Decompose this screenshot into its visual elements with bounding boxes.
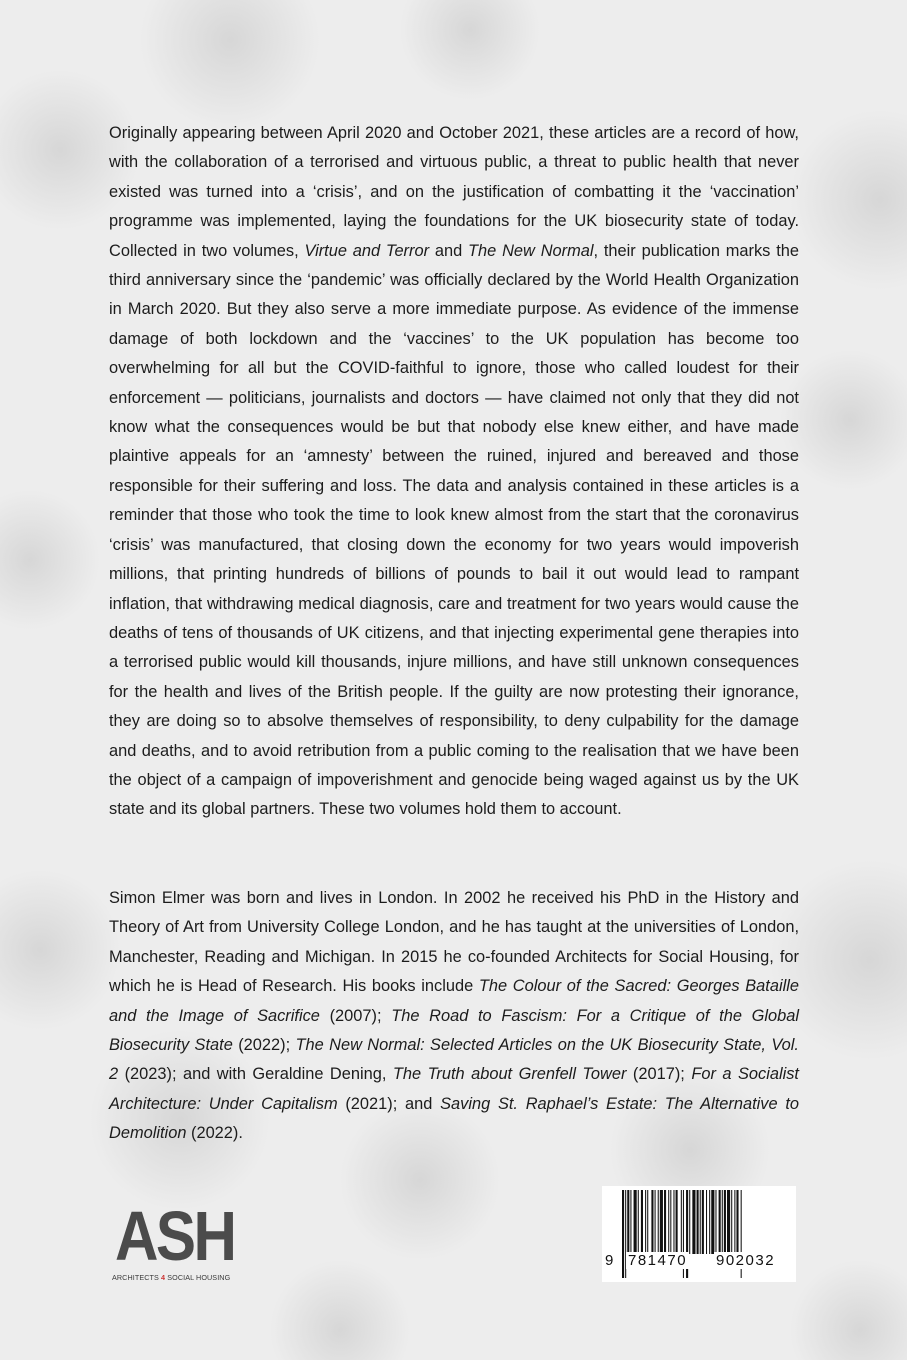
- blurb-text-part1: Originally appearing between April 2020 and October 2021, these articles are a record of how, with the collaboration of a terrorised and virtuous public, a threat to public health that never existed was turned into a ‘crisis’, and on the justification of combatting it the ‘vaccination’ programme was implemented, laying the foundations for the UK biosecurity state of today. Collected in two volumes,: [109, 124, 799, 260]
- bio-paragraph: [109, 884, 799, 1149]
- barcode-bar: [676, 1190, 678, 1254]
- barcode-bar: [664, 1190, 666, 1254]
- barcode-bar: [634, 1190, 637, 1254]
- author-biography: [109, 884, 799, 1149]
- barcode-bar: [731, 1190, 732, 1254]
- book-year: (2023); and with Geraldine Dening,: [118, 1065, 393, 1084]
- barcode-bar: [692, 1190, 695, 1254]
- barcode-bar: [645, 1190, 646, 1254]
- book-title-socialist-architecture: For a Socialist Architecture: Under Capitalism: [109, 1065, 799, 1113]
- barcode-bar: [668, 1190, 669, 1254]
- blurb-paragraph: [109, 119, 799, 825]
- barcode-bar: [630, 1190, 631, 1254]
- book-year: (2021); and: [337, 1094, 441, 1113]
- barcode-bar: [647, 1190, 648, 1254]
- book-title-colour-of-the-sacred: The Colour of the Sacred: Georges Bataille and the Image of Sacrifice: [109, 977, 799, 1025]
- barcode-bar: [697, 1190, 699, 1254]
- barcode-bar: [715, 1190, 716, 1254]
- book-title-road-to-fascism: The Road to Fascism: For a Critique of the Global Biosecurity State: [109, 1006, 799, 1055]
- barcode-bar: [736, 1190, 738, 1254]
- barcode-bar: [719, 1190, 721, 1254]
- barcode-bar: [727, 1190, 730, 1254]
- barcode-bar: [627, 1190, 629, 1254]
- barcode-bar: [622, 1190, 624, 1278]
- book-title-new-normal-vol2: The New Normal: Selected Articles on the UK Biosecurity State, Vol. 2: [109, 1036, 799, 1084]
- blurb-text-part2: , their publication marks the third anniversary since the ‘pandemic’ was officially declared by the World Health Organization in March 2020. But they also serve a more immediate purpose. As evidence of the immense damage of both lockdown and the ‘vaccines’ to the UK population has become too overwhelming for all but the COVID-faithful to ignore, those who called loudest for their enforcement — politicians, journalists and doctors — have claimed not only that they did not know what the consequences would be but that nobody else knew either, and have made plaintive appeals for an ‘amnesty’ between the ruined, injured and bereaved and those responsible for their suffering and loss. The data and analysis contained in these articles is a reminder that those who took the time to look knew almost from the start that the coronavirus ‘crisis’ was manufactured, that closing down the economy for two years would impoverish millions, that printing hundreds of billions of pounds to bail it out would lead to rampant inflation, that withdrawing medical diagnosis, care and treatment for two years would cause the deaths of tens of thousands of UK citizens, and that injecting experimental gene therapies into a terrorised public would kill thousands, injure millions, and have still unknown consequences for the health and lives of the British people. If the guilty are now protesting their ignorance, they are doing so to absolve themselves of responsibility, to deny culpability for the damage and deaths, and to avoid retribution from a public coming to the realisation that we have been the object of a campaign of impoverishment and genocide being waged against us by the UK state and its global partners. These two volumes hold them to account.: [109, 241, 799, 819]
- barcode-bar: [638, 1190, 639, 1254]
- title-virtue-and-terror: Virtue and Terror: [304, 241, 430, 260]
- book-year: (2007);: [319, 1006, 392, 1025]
- barcode-bar: [706, 1190, 707, 1254]
- barcode-bar: [711, 1190, 714, 1254]
- book-year: (2022).: [186, 1124, 243, 1143]
- isbn-first-digit: 9: [605, 1252, 615, 1269]
- isbn-right-group: 902032: [716, 1252, 776, 1269]
- blurb-and: and: [429, 241, 469, 260]
- publisher-logo: [107, 1197, 235, 1285]
- barcode-bar: [641, 1190, 643, 1254]
- back-cover-blurb: [109, 119, 799, 825]
- barcode-bar: [673, 1190, 674, 1254]
- barcode-bar: [670, 1190, 671, 1254]
- title-the-new-normal: The New Normal: [468, 241, 594, 260]
- barcode-bar: [655, 1190, 656, 1254]
- barcode-bar: [700, 1190, 701, 1254]
- logo-tag-before: ARCHITECTS: [112, 1273, 162, 1282]
- book-title-saving-st-raphaels: Saving St. Raphael’s Estate: The Alternative to Demolition: [109, 1094, 799, 1143]
- logo-tag-four: 4: [161, 1273, 166, 1282]
- book-title-truth-about-grenfell: The Truth about Grenfell Tower: [392, 1065, 627, 1084]
- book-year: (2022);: [232, 1036, 296, 1055]
- isbn-left-group: 781470: [628, 1252, 688, 1269]
- barcode-bar: [681, 1190, 682, 1254]
- book-year: (2017);: [626, 1065, 692, 1084]
- logo-mark: ASH: [115, 1197, 235, 1275]
- barcode-bar: [709, 1190, 710, 1254]
- barcode-bar: [651, 1190, 653, 1254]
- logo-tag-after: SOCIAL HOUSING: [165, 1273, 231, 1282]
- barcode-bar: [658, 1190, 659, 1254]
- barcode-bar: [660, 1190, 663, 1254]
- bio-intro: Simon Elmer was born and lives in London. In 2002 he received his PhD in the History and Theory of Art from University College London, and he has taught at the universities of London, Manchester, Reading and Michigan. In 2015 he co-founded Architects for Social Housing, for which he is Head of Research. His books include: [109, 889, 799, 996]
- barcode-bar: [702, 1190, 704, 1254]
- barcode-bar: [734, 1190, 735, 1254]
- logo-tagline: [112, 1273, 230, 1282]
- barcode-bar: [722, 1190, 723, 1254]
- isbn-barcode: [602, 1186, 796, 1282]
- barcode-bar: [689, 1190, 690, 1254]
- barcode-bar: [724, 1190, 726, 1254]
